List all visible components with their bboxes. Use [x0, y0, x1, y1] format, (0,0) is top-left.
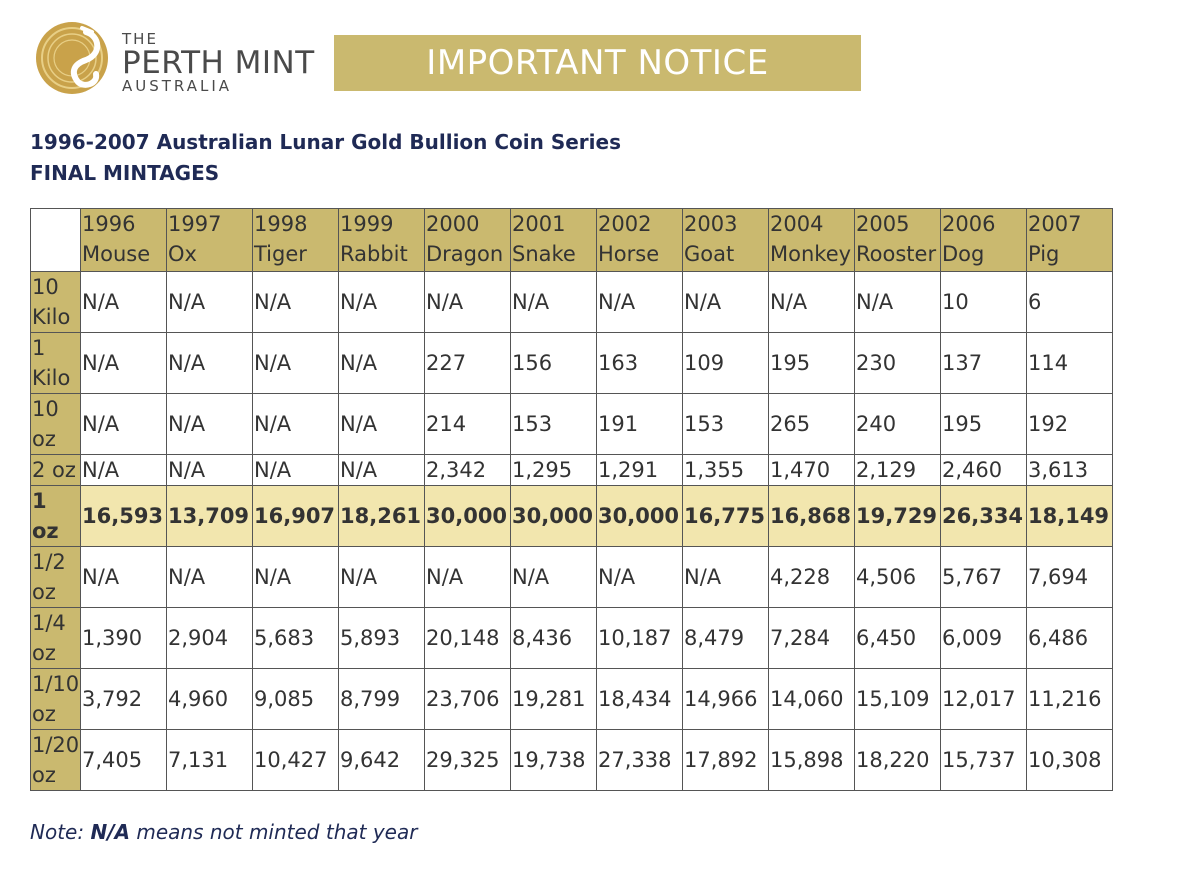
column-year: 2003: [684, 212, 738, 236]
mintage-cell: 4,506: [855, 547, 941, 608]
column-year: 2000: [426, 212, 480, 236]
mintage-cell: N/A: [167, 547, 253, 608]
mintage-cell: 3,792: [81, 669, 167, 730]
mintage-cell: N/A: [253, 455, 339, 486]
mintage-cell: 6: [1027, 272, 1113, 333]
mintage-cell: N/A: [425, 547, 511, 608]
mintage-cell: 18,149: [1027, 486, 1113, 547]
perth-mint-logo: [32, 18, 332, 98]
row-header-line: oz: [32, 580, 56, 604]
column-header-1996: [81, 209, 167, 272]
column-year: 1996: [82, 212, 136, 236]
mintage-cell: 2,904: [167, 608, 253, 669]
mintage-cell: N/A: [81, 547, 167, 608]
mintage-cell: 14,060: [769, 669, 855, 730]
mintage-cell: N/A: [597, 272, 683, 333]
row-header: [31, 394, 81, 455]
table-header-row: [31, 209, 1113, 272]
row-header-line: Kilo: [32, 305, 71, 329]
mintage-cell: 1,355: [683, 455, 769, 486]
mintage-cell: 16,868: [769, 486, 855, 547]
note-term: N/A: [90, 820, 130, 844]
mintage-cell: 1,295: [511, 455, 597, 486]
column-animal: Tiger: [254, 242, 307, 266]
mintage-table: [30, 208, 1113, 791]
column-header-1999: [339, 209, 425, 272]
logo-wordmark: [122, 32, 315, 94]
row-header-line: 10: [32, 275, 59, 299]
mintage-cell: N/A: [167, 394, 253, 455]
mintage-cell: 30,000: [511, 486, 597, 547]
mintage-cell: 10,427: [253, 730, 339, 791]
mintage-cell: 156: [511, 333, 597, 394]
mintage-cell: N/A: [855, 272, 941, 333]
mintage-cell: 137: [941, 333, 1027, 394]
mintage-cell: N/A: [339, 455, 425, 486]
column-year: 1997: [168, 212, 222, 236]
row-header: [31, 730, 81, 791]
mintage-cell: 19,281: [511, 669, 597, 730]
series-title: 1996-2007 Australian Lunar Gold Bullion Coin Series: [30, 130, 621, 154]
table-row: [31, 608, 1113, 669]
table-row: [31, 333, 1113, 394]
mintage-cell: 195: [941, 394, 1027, 455]
mintage-cell: 7,694: [1027, 547, 1113, 608]
mintage-cell: 20,148: [425, 608, 511, 669]
mintage-cell: 114: [1027, 333, 1113, 394]
mintage-cell: N/A: [597, 547, 683, 608]
mintage-cell: 163: [597, 333, 683, 394]
mintage-cell: 7,405: [81, 730, 167, 791]
mintage-cell: 7,284: [769, 608, 855, 669]
table-row: [31, 730, 1113, 791]
column-header-2003: [683, 209, 769, 272]
row-header-line: oz: [32, 763, 56, 787]
mintage-cell: 230: [855, 333, 941, 394]
mintage-cell: 26,334: [941, 486, 1027, 547]
mintage-cell: 11,216: [1027, 669, 1113, 730]
mintage-cell: 5,893: [339, 608, 425, 669]
mintage-cell: 27,338: [597, 730, 683, 791]
mintage-cell: 3,613: [1027, 455, 1113, 486]
row-header: [31, 669, 81, 730]
mintage-cell: N/A: [339, 547, 425, 608]
mintage-cell: N/A: [167, 333, 253, 394]
mintage-cell: 14,966: [683, 669, 769, 730]
note-prefix: Note:: [30, 820, 91, 844]
table-row: [31, 394, 1113, 455]
row-header-line: 1/2: [32, 550, 66, 574]
mintage-cell: 2,460: [941, 455, 1027, 486]
mintage-cell: N/A: [253, 394, 339, 455]
footnote: [30, 820, 417, 844]
table-corner-cell: [31, 209, 81, 272]
row-header-line: 1/10: [32, 672, 80, 696]
logo-line-the: THE: [122, 30, 158, 48]
column-year: 1999: [340, 212, 394, 236]
column-animal: Dragon: [426, 242, 504, 266]
mintage-cell: N/A: [339, 333, 425, 394]
mintage-cell: 16,775: [683, 486, 769, 547]
mintage-cell: N/A: [253, 272, 339, 333]
column-header-2004: [769, 209, 855, 272]
row-header-line: 1/4: [32, 611, 66, 635]
mintage-cell: 4,228: [769, 547, 855, 608]
column-animal: Horse: [598, 242, 660, 266]
column-header-2006: [941, 209, 1027, 272]
column-header-2007: [1027, 209, 1113, 272]
mintage-cell: 227: [425, 333, 511, 394]
mintage-cell: 1,390: [81, 608, 167, 669]
logo-line-name: PERTH MINT: [122, 45, 315, 81]
mintage-cell: 15,109: [855, 669, 941, 730]
row-header: [31, 455, 81, 486]
mintage-cell: 19,729: [855, 486, 941, 547]
row-header-line: oz: [32, 702, 56, 726]
row-header-line: oz: [32, 641, 56, 665]
column-year: 2007: [1028, 212, 1082, 236]
row-header: [31, 272, 81, 333]
mintage-cell: 15,898: [769, 730, 855, 791]
table-row: [31, 455, 1113, 486]
mintage-cell: 109: [683, 333, 769, 394]
mintage-cell: N/A: [511, 547, 597, 608]
mintage-cell: 23,706: [425, 669, 511, 730]
column-header-1997: [167, 209, 253, 272]
mintage-cell: 30,000: [425, 486, 511, 547]
mintage-cell: 195: [769, 333, 855, 394]
row-header-line: 1/20: [32, 733, 80, 757]
row-header-line: oz: [32, 519, 59, 543]
mintage-cell: N/A: [683, 272, 769, 333]
mintage-cell: 192: [1027, 394, 1113, 455]
column-animal: Monkey: [770, 242, 852, 266]
column-animal: Rooster: [856, 242, 937, 266]
mintage-cell: 18,261: [339, 486, 425, 547]
mintage-cell: 8,479: [683, 608, 769, 669]
mintage-cell: 214: [425, 394, 511, 455]
mintage-cell: 15,737: [941, 730, 1027, 791]
mintage-cell: N/A: [81, 455, 167, 486]
page-heading: [30, 127, 621, 189]
mintage-cell: N/A: [339, 394, 425, 455]
column-animal: Snake: [512, 242, 576, 266]
table-row: [31, 669, 1113, 730]
mintage-cell: N/A: [167, 455, 253, 486]
mintage-cell: 19,738: [511, 730, 597, 791]
row-header: [31, 333, 81, 394]
row-header-line: oz: [32, 427, 56, 451]
mintage-cell: N/A: [81, 333, 167, 394]
mintage-cell: 17,892: [683, 730, 769, 791]
mintage-cell: 1,291: [597, 455, 683, 486]
column-year: 2002: [598, 212, 652, 236]
mintage-cell: 9,085: [253, 669, 339, 730]
mintage-cell: 16,593: [81, 486, 167, 547]
column-animal: Goat: [684, 242, 735, 266]
row-header: [31, 608, 81, 669]
mintage-cell: 1,470: [769, 455, 855, 486]
table-row: [31, 486, 1113, 547]
mintage-cell: 153: [511, 394, 597, 455]
column-animal: Mouse: [82, 242, 151, 266]
mintage-cell: 4,960: [167, 669, 253, 730]
row-header: [31, 486, 81, 547]
mintage-cell: 10: [941, 272, 1027, 333]
mintage-cell: 240: [855, 394, 941, 455]
mintage-cell: 13,709: [167, 486, 253, 547]
mintage-cell: 9,642: [339, 730, 425, 791]
mintage-cell: N/A: [81, 272, 167, 333]
mintage-cell: 153: [683, 394, 769, 455]
mintage-cell: 5,767: [941, 547, 1027, 608]
column-header-1998: [253, 209, 339, 272]
column-animal: Ox: [168, 242, 197, 266]
mintage-cell: N/A: [253, 547, 339, 608]
row-header-line: 10: [32, 397, 59, 421]
mintage-cell: N/A: [769, 272, 855, 333]
column-year: 2005: [856, 212, 910, 236]
column-header-2001: [511, 209, 597, 272]
mintage-cell: 6,450: [855, 608, 941, 669]
final-mintages-title: FINAL MINTAGES: [30, 161, 220, 185]
column-animal: Pig: [1028, 242, 1060, 266]
column-animal: Dog: [942, 242, 985, 266]
column-year: 2004: [770, 212, 824, 236]
column-header-2002: [597, 209, 683, 272]
mintage-cell: 265: [769, 394, 855, 455]
swan-logo-icon: [32, 18, 112, 98]
row-header-line: 1: [32, 336, 46, 360]
mintage-cell: 7,131: [167, 730, 253, 791]
column-year: 1998: [254, 212, 308, 236]
mintage-cell: 18,220: [855, 730, 941, 791]
mintage-cell: 30,000: [597, 486, 683, 547]
mintage-cell: 10,187: [597, 608, 683, 669]
row-header: [31, 547, 81, 608]
table-row: [31, 547, 1113, 608]
mintage-cell: N/A: [425, 272, 511, 333]
mintage-cell: 2,129: [855, 455, 941, 486]
mintage-cell: N/A: [81, 394, 167, 455]
mintage-cell: 8,436: [511, 608, 597, 669]
row-header-line: 1: [32, 489, 47, 513]
mintage-cell: N/A: [253, 333, 339, 394]
mintage-cell: 16,907: [253, 486, 339, 547]
column-year: 2006: [942, 212, 996, 236]
logo-line-country: AUSTRALIA: [122, 77, 233, 95]
mintage-cell: 8,799: [339, 669, 425, 730]
mintage-cell: N/A: [683, 547, 769, 608]
mintage-cell: 6,486: [1027, 608, 1113, 669]
mintage-cell: 2,342: [425, 455, 511, 486]
table-row: [31, 272, 1113, 333]
mintage-cell: 5,683: [253, 608, 339, 669]
column-animal: Rabbit: [340, 242, 408, 266]
mintage-cell: 12,017: [941, 669, 1027, 730]
column-header-2000: [425, 209, 511, 272]
mintage-cell: N/A: [511, 272, 597, 333]
mintage-cell: 191: [597, 394, 683, 455]
column-header-2005: [855, 209, 941, 272]
note-suffix: means not minted that year: [129, 820, 418, 844]
mintage-cell: 18,434: [597, 669, 683, 730]
mintage-cell: 6,009: [941, 608, 1027, 669]
column-year: 2001: [512, 212, 566, 236]
important-notice-banner: IMPORTANT NOTICE: [334, 35, 861, 91]
mintage-cell: 29,325: [425, 730, 511, 791]
mintage-cell: N/A: [167, 272, 253, 333]
row-header-line: Kilo: [32, 366, 71, 390]
row-header-line: 2 oz: [32, 458, 76, 482]
mintage-cell: N/A: [339, 272, 425, 333]
mintage-cell: 10,308: [1027, 730, 1113, 791]
